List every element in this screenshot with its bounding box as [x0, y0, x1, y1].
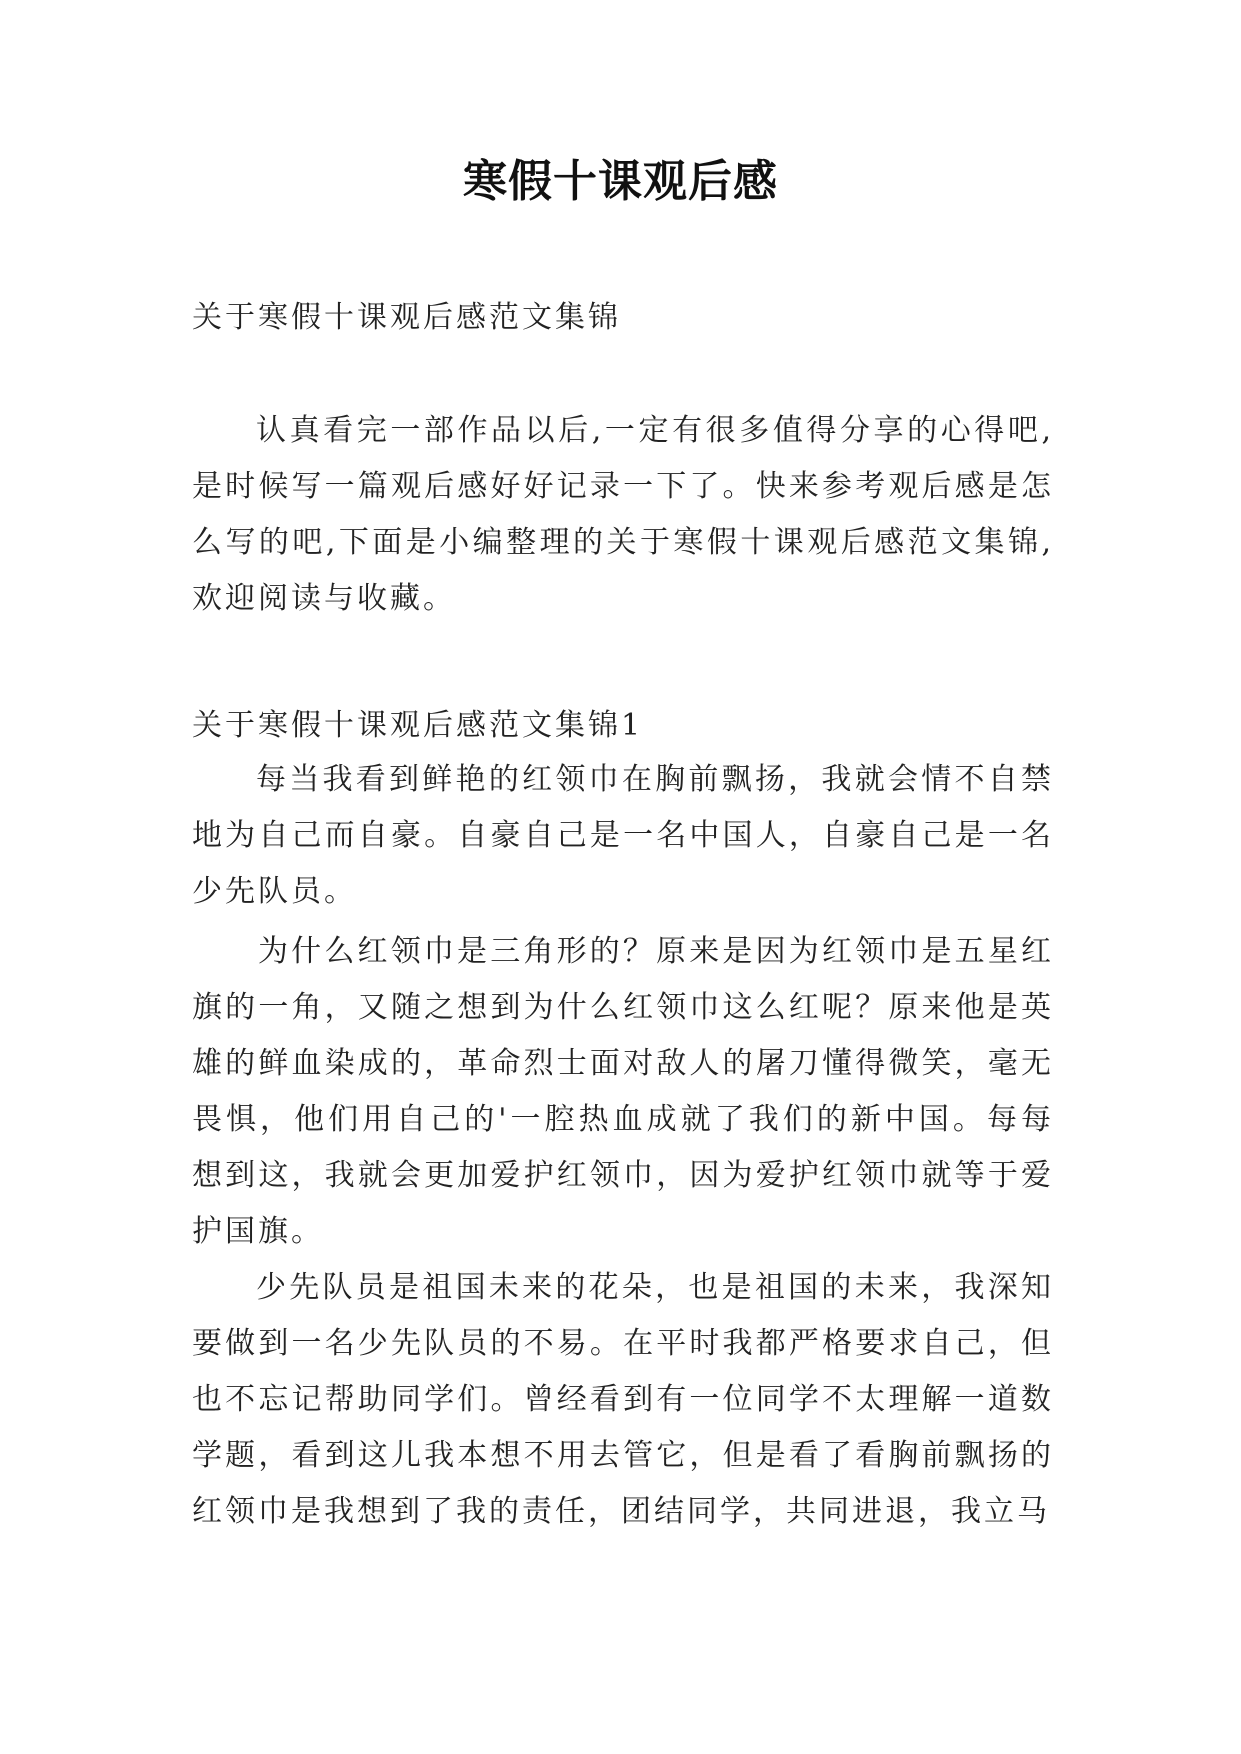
- section-heading: 关于寒假十课观后感范文集锦1: [192, 708, 644, 743]
- body-paragraph-3: 少先队员是祖国未来的花朵，也是祖国的未来，我深知要做到一名少先队员的不易。在平时我都严格要求自己，但也不忘记帮助同学们。曾经看到有一位同学不太理解一道数学题，看到这儿我本想不用去管它，但是看了看胸前飘扬的红领巾是我想到了我的责任，团结同学，共同进退，我立马: [192, 1270, 1054, 1529]
- intro-paragraph: 认真看完一部作品以后,一定有很多值得分享的心得吧,是时候写一篇观后感好好记录一下了。快来参考观后感是怎么写的吧,下面是小编整理的关于寒假十课观后感范文集锦,欢迎阅读与收藏。: [192, 413, 1054, 616]
- document-subtitle: 关于寒假十课观后感范文集锦: [192, 300, 621, 335]
- document-title: 寒假十课观后感: [463, 156, 778, 207]
- body-paragraph-2: 为什么红领巾是三角形的？原来是因为红领巾是五星红旗的一角，又随之想到为什么红领巾这么红呢？原来他是英雄的鲜血染成的，革命烈士面对敌人的屠刀懂得微笑，毫无畏惧，他们用自己的'一腔热血成就了我们的新中国。每每想到这，我就会更加爱护红领巾，因为爱护红领巾就等于爱护国旗。: [192, 934, 1054, 1249]
- body-paragraph-1: 每当我看到鲜艳的红领巾在胸前飘扬，我就会情不自禁地为自己而自豪。自豪自己是一名中国人，自豪自己是一名少先队员。: [192, 762, 1054, 909]
